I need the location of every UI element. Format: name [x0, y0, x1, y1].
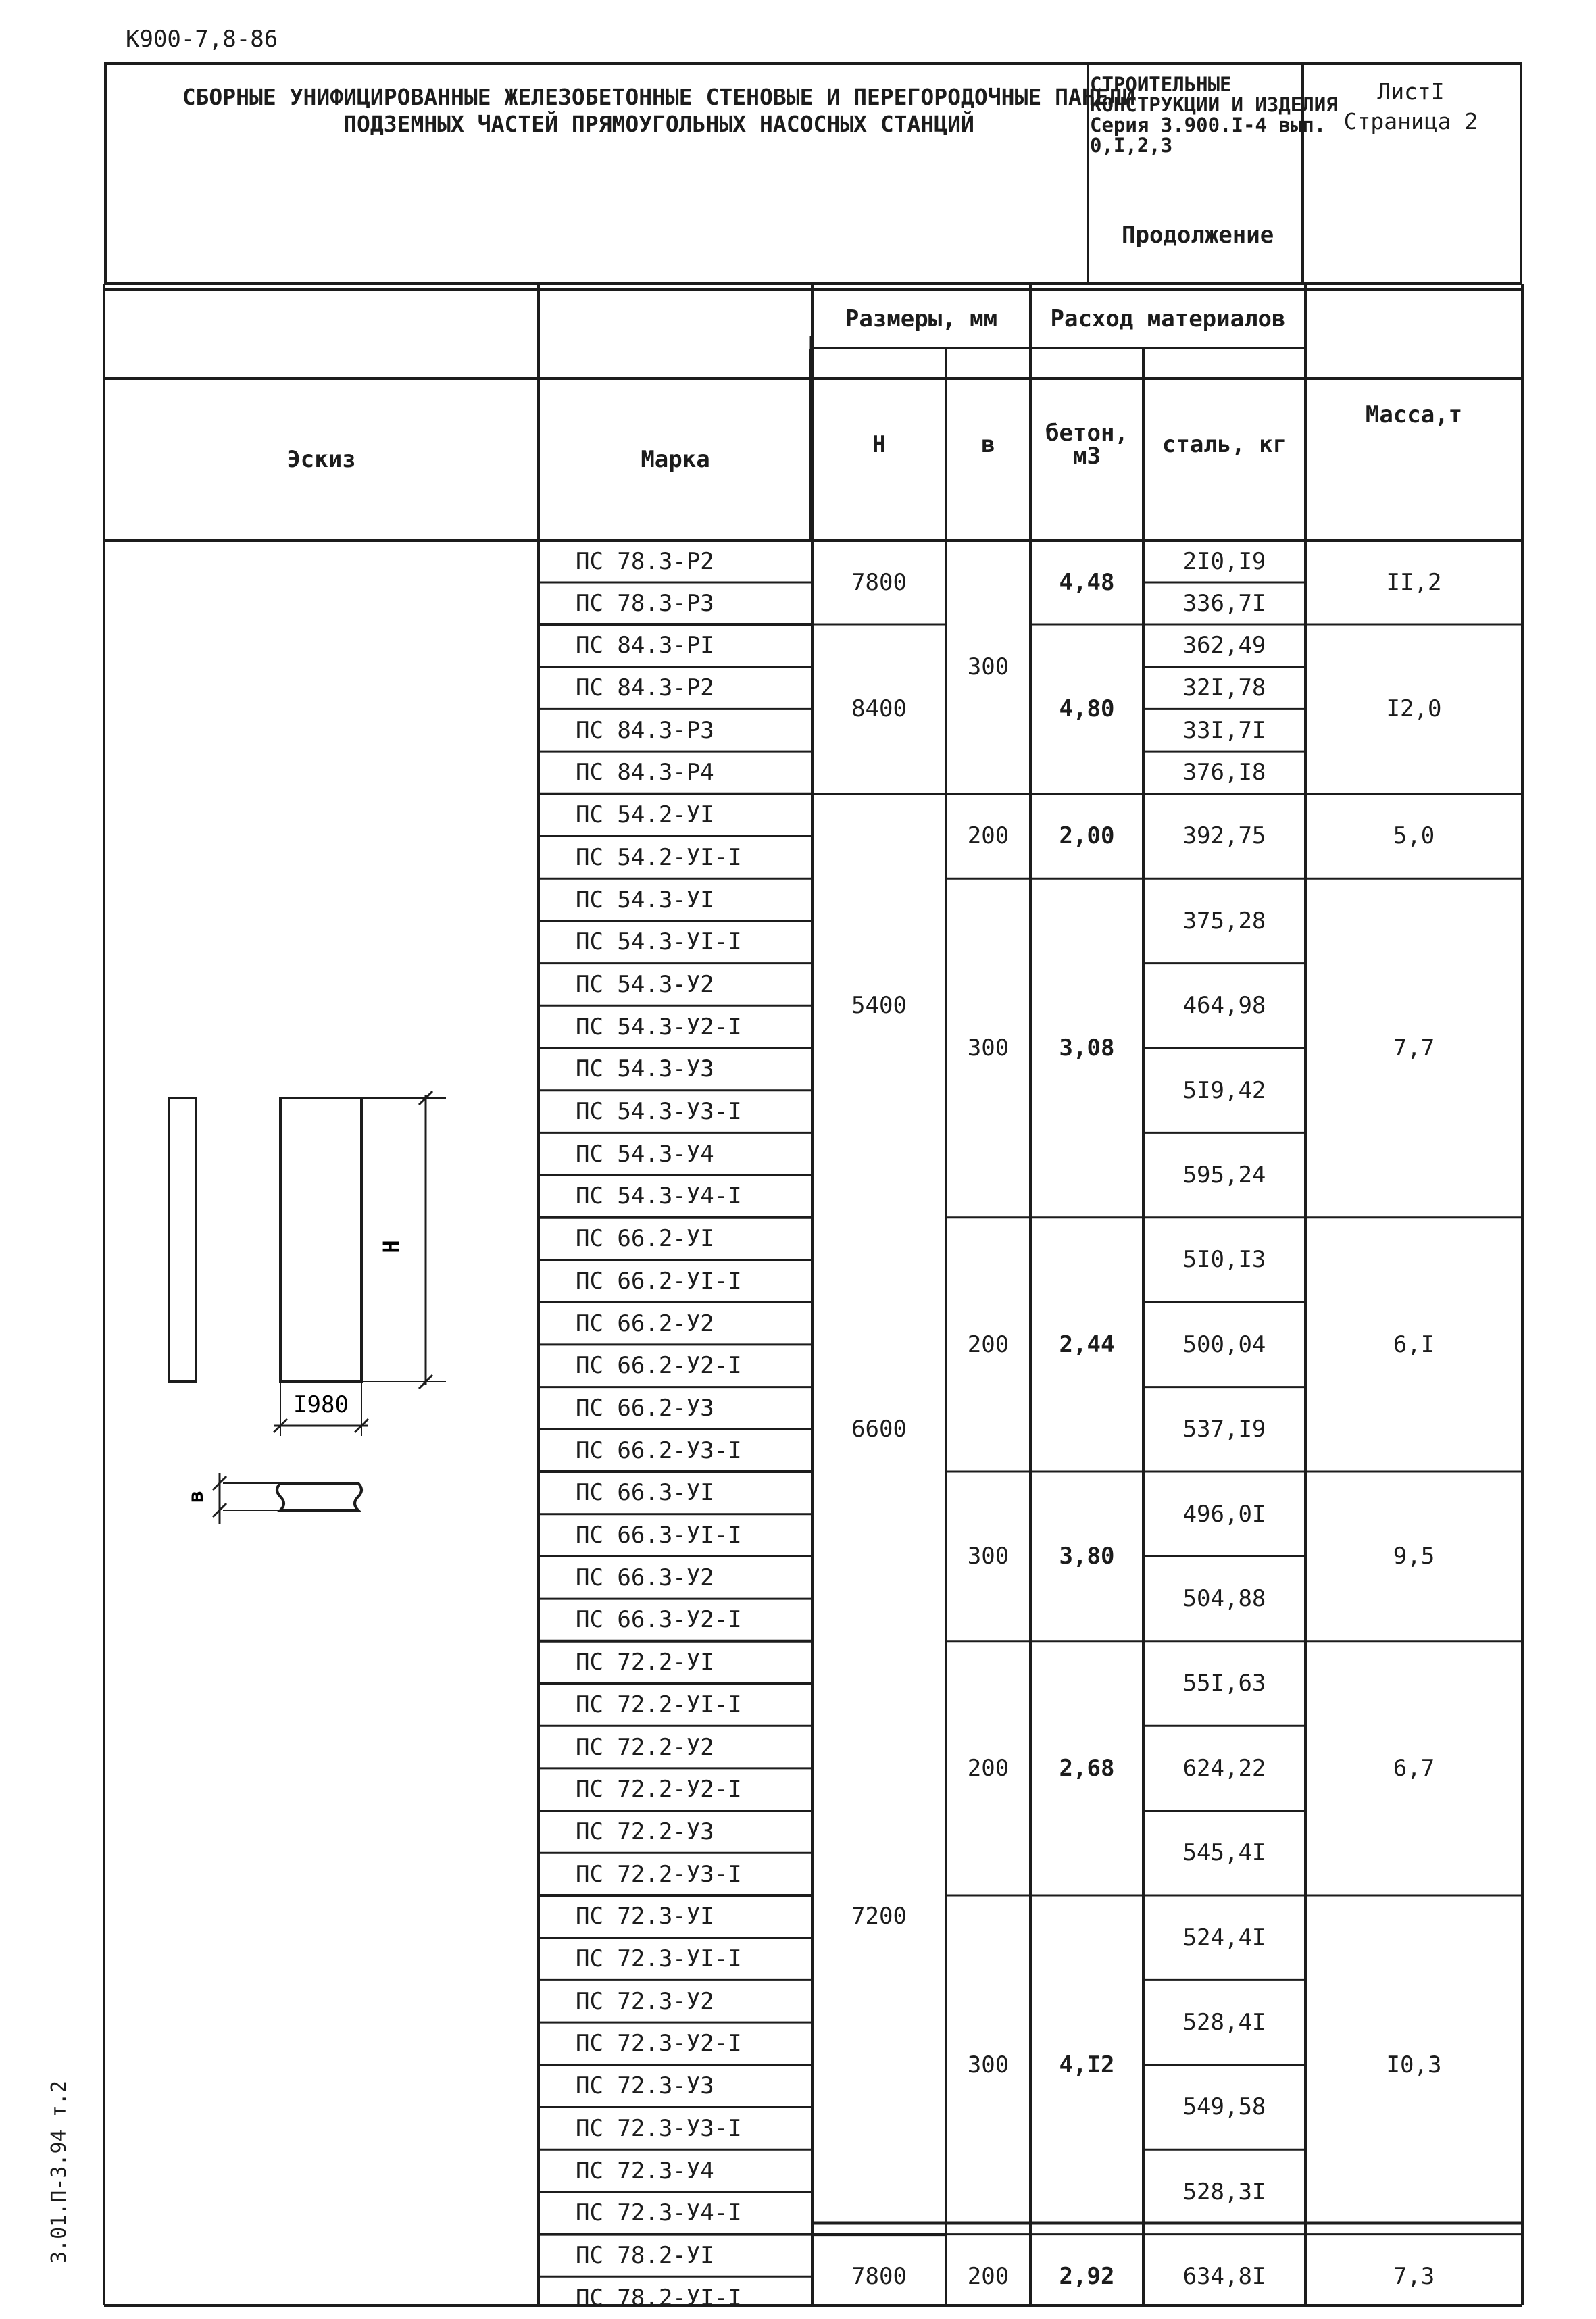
mark-cell: ПС 72.2-У3-I	[576, 1860, 742, 1888]
mark-cell: ПС 72.3-У2-I	[576, 2030, 742, 2058]
mark-cell: ПС 84.3-Р3	[576, 716, 714, 744]
mark-cell: ПС 54.2-УI	[576, 801, 714, 829]
steel-value-cell: 2I0,I9	[1182, 548, 1266, 575]
mark-cell: ПС 54.2-УI-I	[576, 843, 742, 871]
steel-value-cell: 524,4I	[1182, 1924, 1266, 1951]
concrete-value-cell: 2,92	[1059, 2263, 1115, 2291]
concrete-value-cell: 2,44	[1059, 1330, 1115, 1358]
page-number: Страница 2	[1343, 108, 1478, 134]
mark-cell: ПС 66.3-УI-I	[576, 1522, 742, 1549]
concrete-value-cell: 2,00	[1059, 822, 1115, 850]
mark-cell: ПС 78.3-Р3	[576, 590, 714, 617]
steel-value-cell: 537,I9	[1182, 1416, 1266, 1443]
sketch-thickness-label: в	[184, 1490, 208, 1503]
b-value-cell: 300	[967, 2051, 1009, 2078]
series-info: СТРОИТЕЛЬНЫЕ КОНСТРУКЦИИ И ИЗДЕЛИЯ Серия 3.900.I-4 вып. 0,I,2,3	[1090, 73, 1338, 157]
mass-value-cell: I2,0	[1386, 695, 1442, 723]
mark-cell: ПС 66.3-УI	[576, 1479, 714, 1507]
mark-cell: ПС 54.3-У4-I	[576, 1182, 742, 1210]
mark-cell: ПС 54.3-У3-I	[576, 1098, 742, 1126]
panel-sketch	[155, 1081, 466, 1541]
b-value-cell: 200	[967, 2263, 1009, 2291]
mark-cell: ПС 72.3-У3	[576, 2072, 714, 2100]
steel-value-cell: 5I0,I3	[1182, 1246, 1266, 1274]
header-dim-h: Н	[872, 430, 887, 458]
steel-value-cell: 496,0I	[1182, 1500, 1266, 1528]
b-value-cell: 200	[967, 1330, 1009, 1358]
side-stamp: 3.01.П-3.94 т.2	[47, 2080, 71, 2264]
mark-cell: ПС 66.2-У2	[576, 1310, 714, 1337]
mark-cell: ПС 72.3-УI-I	[576, 1945, 742, 1973]
mark-cell: ПС 72.2-У2	[576, 1733, 714, 1761]
mark-cell: ПС 72.3-У4	[576, 2157, 714, 2185]
steel-value-cell: 624,22	[1182, 1754, 1266, 1782]
mark-cell: ПС 54.3-У3	[576, 1055, 714, 1083]
concrete-value-cell: 4,48	[1059, 569, 1115, 596]
mark-cell: ПС 66.3-У2-I	[576, 1606, 742, 1634]
steel-value-cell: 375,28	[1182, 907, 1266, 934]
mark-cell: ПС 78.2-УI	[576, 2241, 714, 2269]
mark-cell: ПС 78.2-УI-I	[576, 2284, 742, 2312]
steel-value-cell: 595,24	[1182, 1162, 1266, 1189]
mark-cell: ПС 72.3-У3-I	[576, 2114, 742, 2142]
mass-value-cell: 6,7	[1393, 1754, 1435, 1782]
steel-value-cell: 32I,78	[1182, 674, 1266, 702]
panel-front-view	[280, 1098, 361, 1382]
b-value-cell: 300	[967, 1034, 1009, 1062]
mark-cell: ПС 54.3-У2-I	[576, 1013, 742, 1041]
sheet-number: ЛистI	[1377, 78, 1445, 105]
mark-cell: ПС 66.2-УI	[576, 1225, 714, 1253]
mark-cell: ПС 72.2-УI	[576, 1649, 714, 1676]
mark-cell: ПС 72.3-У2	[576, 1987, 714, 2015]
h-value-cell: 7200	[851, 1903, 907, 1930]
steel-value-cell: 55I,63	[1182, 1670, 1266, 1697]
concrete-value-cell: 2,68	[1059, 1754, 1115, 1782]
header-materials: Расход материалов	[1050, 305, 1286, 332]
header-mass: Масса,т	[1365, 401, 1463, 428]
h-value-cell: 5400	[851, 992, 907, 1020]
b-value-cell: 200	[967, 822, 1009, 850]
mark-cell: ПС 72.2-У3	[576, 1818, 714, 1845]
mark-cell: ПС 66.2-У3-I	[576, 1437, 742, 1464]
sketch-height-label: Н	[378, 1240, 404, 1253]
mark-cell: ПС 54.3-У4	[576, 1140, 714, 1168]
steel-value-cell: 504,88	[1182, 1585, 1266, 1613]
document-title: СБОРНЫЕ УНИФИЦИРОВАННЫЕ ЖЕЛЕЗОБЕТОННЫЕ СТЕНОВЫЕ И ПЕРЕГОРОДОЧНЫЕ ПАНЕЛИ ПОДЗЕМНЫХ ЧАСТЕЙ ПРЯМОУГОЛЬНЫХ НАСОСНЫХ СТАНЦИЙ	[182, 84, 1136, 137]
steel-value-cell: 634,8I	[1182, 2263, 1266, 2291]
panel-side-view	[169, 1098, 196, 1382]
b-value-cell: 200	[967, 1754, 1009, 1782]
mark-cell: ПС 66.2-У3	[576, 1394, 714, 1422]
header-dim-b: в	[981, 430, 995, 458]
header-concrete: бетон, м3	[1045, 419, 1128, 470]
mass-value-cell: II,2	[1386, 569, 1442, 596]
steel-value-cell: 549,58	[1182, 2093, 1266, 2121]
mark-cell: ПС 72.3-У4-I	[576, 2199, 742, 2227]
mark-cell: ПС 78.3-Р2	[576, 548, 714, 575]
mass-value-cell: 6,I	[1393, 1330, 1435, 1358]
header-dimensions: Размеры, мм	[845, 305, 998, 332]
mark-cell: ПС 84.3-Р2	[576, 674, 714, 702]
mark-cell: ПС 54.3-УI-I	[576, 928, 742, 956]
concrete-value-cell: 3,08	[1059, 1034, 1115, 1062]
mark-cell: ПС 54.3-УI	[576, 886, 714, 914]
mark-cell: ПС 66.2-УI-I	[576, 1267, 742, 1295]
mark-cell: ПС 72.3-УI	[576, 1903, 714, 1930]
mass-value-cell: 5,0	[1393, 822, 1435, 850]
h-value-cell: 7800	[851, 569, 907, 596]
mark-cell: ПС 66.2-У2-I	[576, 1352, 742, 1380]
mark-cell: ПС 54.3-У2	[576, 970, 714, 998]
mark-cell: ПС 84.3-РI	[576, 632, 714, 659]
steel-value-cell: 500,04	[1182, 1330, 1266, 1358]
concrete-value-cell: 3,80	[1059, 1543, 1115, 1570]
header-mark: Марка	[641, 446, 710, 473]
h-value-cell: 7800	[851, 2263, 907, 2291]
h-value-cell: 6600	[851, 1416, 907, 1443]
sketch-width-label: I980	[293, 1391, 349, 1418]
steel-value-cell: 464,98	[1182, 992, 1266, 1020]
mark-cell: ПС 66.3-У2	[576, 1564, 714, 1591]
mark-cell: ПС 84.3-Р4	[576, 759, 714, 787]
steel-value-cell: 545,4I	[1182, 1839, 1266, 1867]
steel-value-cell: 33I,7I	[1182, 716, 1266, 744]
mass-value-cell: I0,3	[1386, 2051, 1442, 2078]
header-steel: сталь, кг	[1162, 430, 1287, 458]
continuation-label: Продолжение	[1122, 222, 1274, 249]
mark-cell: ПС 72.2-У2-I	[576, 1776, 742, 1803]
mass-value-cell: 9,5	[1393, 1543, 1435, 1570]
mass-value-cell: 7,3	[1393, 2263, 1435, 2291]
steel-value-cell: 5I9,42	[1182, 1076, 1266, 1104]
concrete-value-cell: 4,80	[1059, 695, 1115, 723]
concrete-value-cell: 4,I2	[1059, 2051, 1115, 2078]
b-value-cell: 300	[967, 1543, 1009, 1570]
steel-value-cell: 376,I8	[1182, 759, 1266, 787]
steel-value-cell: 392,75	[1182, 822, 1266, 850]
steel-value-cell: 336,7I	[1182, 590, 1266, 617]
mark-cell: ПС 72.2-УI-I	[576, 1691, 742, 1718]
steel-value-cell: 528,3I	[1182, 2178, 1266, 2205]
document-code: К900-7,8-86	[126, 26, 278, 53]
b-value-cell: 300	[967, 653, 1009, 681]
mass-value-cell: 7,7	[1393, 1034, 1435, 1062]
panel-section-view	[277, 1483, 361, 1510]
h-value-cell: 8400	[851, 695, 907, 723]
header-sketch: Эскиз	[286, 446, 356, 473]
steel-value-cell: 362,49	[1182, 632, 1266, 659]
steel-value-cell: 528,4I	[1182, 2009, 1266, 2037]
